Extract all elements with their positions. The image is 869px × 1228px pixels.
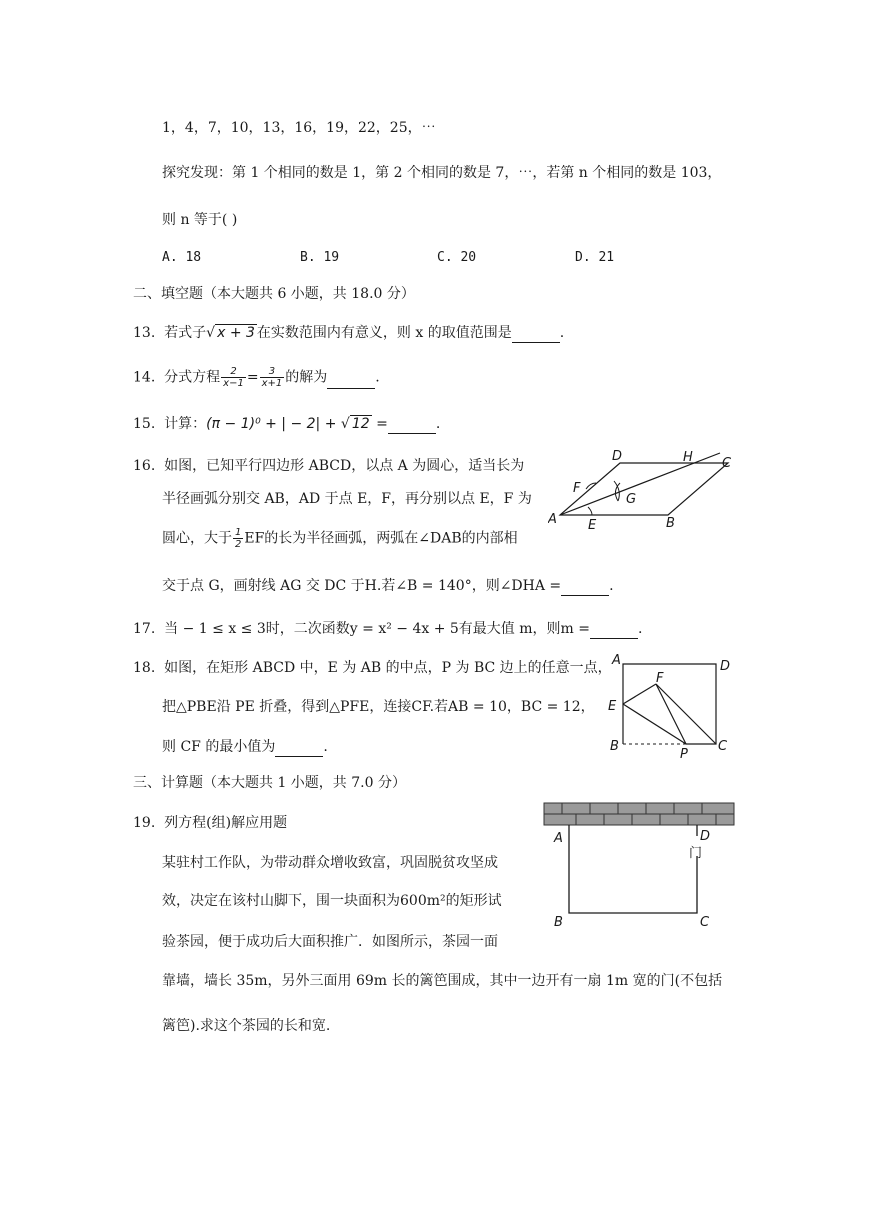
label-a: A bbox=[554, 831, 563, 846]
label-d: D bbox=[700, 829, 711, 844]
section-2-heading: 二、填空题（本大题共 6 小题，共 18.0 分） bbox=[133, 286, 415, 302]
answer-blank bbox=[590, 624, 638, 639]
q13-text-pre: 若式子 bbox=[164, 325, 207, 341]
parallelogram-figure bbox=[548, 445, 748, 535]
question-18-line3: 则 CF 的最小值为 . bbox=[162, 739, 328, 755]
q14-text-pre: 分式方程 bbox=[164, 369, 221, 386]
fraction: $\frac{1}{2}$ bbox=[235, 527, 242, 550]
fraction: $\frac{3}{x+1}$ bbox=[261, 366, 283, 389]
label-c: C bbox=[718, 739, 728, 754]
question-16-line4: 交于点 G，画射线 AG 交 DC 于H.若∠B = 140°，则∠DHA = . bbox=[162, 578, 614, 594]
question-18-line2: 把△PBE沿 PE 折叠，得到△PFE，连接CF.若AB = 10，BC = 12， bbox=[162, 699, 595, 715]
brick-wall bbox=[544, 803, 734, 825]
question-19-line4: 靠墙，墙长 35m，另外三面用 69m 长的篱笆围成，其中一边开有一扇 1m 宽的门(不包括 bbox=[162, 973, 723, 989]
question-18-line1: 18. 如图，在矩形 ABCD 中，E 为 AB 的中点，P 为 BC 边上的任意一点， bbox=[133, 660, 612, 676]
label-d: D bbox=[720, 659, 731, 674]
label-c: C bbox=[722, 456, 732, 471]
section-3-heading: 三、计算题（本大题共 1 小题，共 7.0 分） bbox=[133, 775, 406, 791]
label-b: B bbox=[554, 915, 563, 930]
q12-option-d: D. 21 bbox=[575, 250, 615, 265]
q15-text-pre: 计算： bbox=[164, 416, 207, 432]
fence bbox=[569, 825, 697, 913]
q12-option-a: A. 18 bbox=[162, 250, 202, 265]
question-16-line2: 半径画弧分别交 AB，AD 于点 E，F，再分别以点 E，F 为 bbox=[162, 491, 532, 507]
label-a: A bbox=[548, 512, 557, 527]
q13-text-post: 在实数范围内有意义，则 x 的取值范围是 bbox=[256, 325, 512, 341]
segment-ef bbox=[623, 684, 656, 704]
sqrt-expression: √ 12 bbox=[340, 416, 370, 432]
label-b: B bbox=[610, 739, 619, 754]
q14-text-post: 的解为 bbox=[285, 369, 328, 386]
answer-blank bbox=[561, 581, 609, 596]
question-19-title: 19. 列方程(组)解应用题 bbox=[133, 815, 288, 831]
question-number: 16. bbox=[133, 458, 156, 474]
q12-sequence: 1，4，7，10，13，16，19，22，25，⋯ bbox=[162, 120, 436, 136]
ray-ag bbox=[560, 453, 720, 515]
question-19-line1: 某驻村工作队，为带动群众增收致富，巩固脱贫攻坚成 bbox=[162, 855, 498, 871]
answer-blank bbox=[512, 328, 560, 343]
question-15: 15. 计算：(π − 1)⁰ + | − 2| + √ 12 = . bbox=[133, 416, 441, 432]
segment-fc bbox=[656, 684, 716, 744]
sqrt-expression: √ x + 3 bbox=[206, 325, 255, 341]
q12-option-c: C. 20 bbox=[437, 250, 477, 265]
label-a: A bbox=[612, 653, 621, 668]
fraction: $\frac{2}{x-1}$ bbox=[223, 366, 244, 389]
answer-blank bbox=[388, 419, 436, 434]
label-d: D bbox=[612, 449, 623, 464]
question-number: 18. bbox=[133, 660, 156, 676]
question-number: 13. bbox=[133, 325, 156, 341]
question-number: 17. bbox=[133, 621, 156, 637]
q12-option-b: B. 19 bbox=[300, 250, 340, 265]
label-e: E bbox=[588, 518, 597, 533]
label-c: C bbox=[700, 915, 710, 930]
q12-line3: 则 n 等于( ) bbox=[162, 212, 238, 228]
parallelogram-abcd bbox=[560, 463, 728, 515]
question-number: 14. bbox=[133, 369, 156, 386]
question-16-line1: 16. 如图，已知平行四边形 ABCD，以点 A 为圆心，适当长为 bbox=[133, 458, 525, 474]
question-19-line3: 验茶园，便于成功后大面积推广．如图所示，茶园一面 bbox=[162, 934, 498, 950]
question-19-line2: 效，决定在该村山脚下，围一块面积为600m²的矩形试 bbox=[162, 893, 502, 909]
q12-line2: 探究发现：第 1 个相同的数是 1，第 2 个相同的数是 7，⋯，若第 n 个相同的数是 103， bbox=[162, 165, 722, 181]
question-17: 17. 当 − 1 ≤ x ≤ 3时，二次函数y = x² − 4x + 5有最大值 m，则m = . bbox=[133, 621, 643, 637]
answer-blank bbox=[327, 374, 375, 389]
label-p: P bbox=[680, 747, 688, 762]
tea-garden-figure bbox=[540, 800, 740, 935]
question-number: 19. bbox=[133, 815, 156, 831]
door-label: 门 bbox=[689, 846, 703, 861]
rectangle-abcd bbox=[623, 664, 716, 744]
question-19-line5: 篱笆).求这个茶园的长和宽. bbox=[162, 1018, 331, 1034]
question-14: 14. 分式方程 $\frac{2}{x-1}$ = $\frac{3}{x+1}$ 的解为 . bbox=[133, 366, 380, 389]
label-e: E bbox=[608, 699, 617, 714]
label-h: H bbox=[683, 450, 693, 465]
label-f: F bbox=[656, 671, 664, 686]
rectangle-fold-figure bbox=[606, 652, 746, 764]
question-13: 13. 若式子√ x + 3 在实数范围内有意义，则 x 的取值范围是 . bbox=[133, 325, 565, 341]
question-number: 15. bbox=[133, 416, 156, 432]
question-16-line3: 圆心，大于 $\frac{1}{2}$ EF的长为半径画弧，两弧在∠DAB的内部相 bbox=[162, 527, 518, 550]
arc-e bbox=[588, 507, 592, 515]
label-f: F bbox=[573, 481, 581, 496]
answer-blank bbox=[275, 742, 323, 757]
label-g: G bbox=[626, 492, 637, 507]
label-b: B bbox=[666, 516, 675, 531]
